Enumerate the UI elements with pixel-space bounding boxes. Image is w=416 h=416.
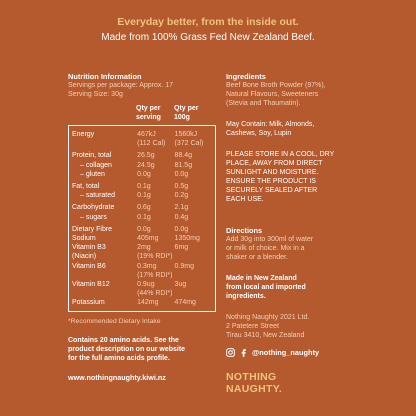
instagram-icon[interactable] [226,348,235,357]
nutrition-row [72,243,212,252]
right-column [226,72,356,395]
nutrient-label: – saturated [80,192,116,200]
amino-line: product description on our website [68,345,186,353]
amino-line: for the full amino acids profile. [68,354,170,362]
nutrition-row [72,139,212,148]
nutrient-label: Dietary Fibre [72,225,113,233]
allergen-statement [226,120,356,138]
nutrient-label: Potassium [72,299,105,307]
qty-per-serving: 24.5g [137,161,155,169]
col-per-serving-line1: Qty per [136,105,161,112]
nutrition-row [72,182,212,191]
ingredients-title: Ingredients [226,72,266,81]
ingredients-line: Natural Flavours, Sweeteners [226,91,319,98]
storage-line: PLACE, AWAY FROM DIRECT [226,160,323,167]
origin-line: ingredients. [226,293,266,300]
nutrient-label [72,289,137,298]
directions-line: shaker or a blender. [226,254,288,261]
storage-line: SECURELY SEALED AFTER [226,187,318,194]
qty-per-serving: 0.6g [137,204,151,212]
serving-size: Serving Size: 30g [68,91,123,98]
nutrition-row [72,151,212,160]
nutrition-row [72,170,212,179]
qty-per-100g [175,271,212,280]
website-link[interactable]: www.nothingnaughty.kiwi.nz [68,372,166,382]
amino-acids-note [68,336,216,363]
qty-per-serving: (17% RDI*) [137,271,173,279]
nutrition-row [72,252,212,261]
nutrient-label: Protein, total [72,152,112,160]
qty-per-100g: 88.4g [174,152,193,160]
storage-line: EACH USE. [226,196,264,203]
origin-line: from local and imported [226,284,306,291]
social-row [226,348,356,357]
nutrient-label: Carbohydrate [72,204,115,212]
qty-per-100g: 1560kJ [174,131,198,138]
qty-per-100g: 0.9mg [174,262,195,270]
nutrient-label [72,139,137,148]
qty-per-serving: 0.1g [137,213,151,221]
qty-per-100g: 3ug [174,281,187,289]
company-line: Nothing Naughty 2021 Ltd. [226,314,310,321]
ingredients-text [226,81,356,108]
servings-per-package: Servings per package: Approx. 17 [68,82,174,89]
qty-per-serving: 2mg [137,244,151,252]
qty-per-100g: 1350mg [174,235,200,243]
brand-line: NOTHING [226,371,277,383]
qty-per-100g: 0.2g [174,192,189,200]
qty-per-100g [175,252,212,261]
nutrition-row [72,161,212,170]
qty-per-serving: 0.1g [137,183,151,191]
rdi-footnote: *Recommended Dietary Intake [68,317,161,325]
col-per-100g-line1: Qty per [174,105,199,112]
nutrition-row [72,234,212,243]
nutrition-row [72,203,212,212]
qty-per-100g: 81.5g [174,161,193,169]
qty-per-100g: 0.5g [174,183,189,191]
nutrient-label: – collagen [80,161,112,169]
nutrition-title: Nutrition Information [68,72,142,81]
nutrition-row [72,130,212,139]
storage-line: ENSURE THE PRODUCT IS [226,178,316,185]
nutrient-label: – sugars [80,213,107,221]
qty-per-100g: 6mg [174,244,189,252]
company-address [226,313,356,340]
directions-text [226,235,356,262]
ingredients-line: Beef Bone Broth Powder (97%), [226,82,326,89]
amino-line: Contains 20 amino acids. See the [68,336,179,344]
qty-per-serving: 0.0g [137,170,151,178]
nutrient-label: (Niacin) [72,253,97,261]
origin-statement [226,274,356,301]
qty-per-serving: (112 Cal) [137,140,166,148]
storage-line: SUNLIGHT AND MOISTURE. [226,169,319,176]
qty-per-serving: 26.5g [137,152,155,160]
qty-per-serving: 405mg [137,235,159,243]
nutrient-label [72,271,137,280]
qty-per-serving: (19% RDI*) [137,253,173,261]
qty-per-100g: 0.0g [174,170,189,178]
allergen-line: May Contain: Milk, Almonds, [226,121,315,128]
nutrition-row [72,271,212,280]
nutrition-row [72,289,212,298]
brand-logo [226,371,356,395]
ingredients-line: (Stevia and Thaumatin). [226,100,301,107]
nutrition-row [72,191,212,200]
qty-per-100g: 2.1g [174,204,189,212]
col-per-serving-line2: serving [136,113,161,121]
brand-line: NAUGHTY. [226,383,283,395]
nutrient-label: Fat, total [72,183,100,191]
headline: Everyday better, from the inside out. [117,16,299,28]
qty-per-100g: 474mg [174,299,196,307]
nutrition-row [72,213,212,222]
qty-per-100g: (372 Cal) [174,140,204,148]
directions-title: Directions [226,226,263,235]
nutrient-label: Sodium [72,235,96,243]
qty-per-serving: (44% RDI*) [137,290,173,298]
qty-per-100g: 0.4g [174,213,189,221]
qty-per-100g: 0.0g [174,225,189,233]
company-line: 2 Patetere Street [226,323,279,330]
nutrition-row [72,298,212,307]
nutrition-column-headers [68,105,216,122]
company-line: Tirau 3410, New Zealand [226,332,305,339]
qty-per-serving: 0.9ug [137,281,155,289]
nutrient-label: – gluten [80,170,105,178]
left-column [68,72,216,382]
nutrition-row [72,262,212,271]
nutrition-row [72,280,212,289]
nutrient-label: Vitamin B3 [72,244,106,252]
nutrient-label: Vitamin B12 [72,281,110,289]
subheadline: Made from 100% Grass Fed New Zealand Beef. [101,32,315,43]
qty-per-serving: 142mg [137,299,159,307]
qty-per-serving: 0.3mg [137,262,157,270]
storage-line: PLEASE STORE IN A COOL, DRY [226,151,335,158]
storage-instructions [226,150,356,204]
qty-per-100g [175,289,212,298]
qty-per-serving: 0.0g [137,225,151,233]
nutrient-label: Vitamin B6 [72,262,106,270]
qty-per-serving: 467kJ [137,131,156,138]
social-handle[interactable]: @nothing_naughty [252,348,320,357]
directions-line: or milk of choice. Mix in a [226,245,305,252]
nutrition-table [68,125,216,312]
nutrition-row [72,225,212,234]
qty-per-serving: 0.1g [137,192,151,200]
allergen-line: Cashews, Soy, Lupin [226,130,292,137]
origin-line: Made in New Zealand [226,275,297,282]
nutrient-label: Energy [72,131,95,138]
col-per-100g-line2: 100g [174,113,190,121]
directions-line: Add 30g into 300ml of water [226,236,314,243]
facebook-icon[interactable] [239,348,248,357]
